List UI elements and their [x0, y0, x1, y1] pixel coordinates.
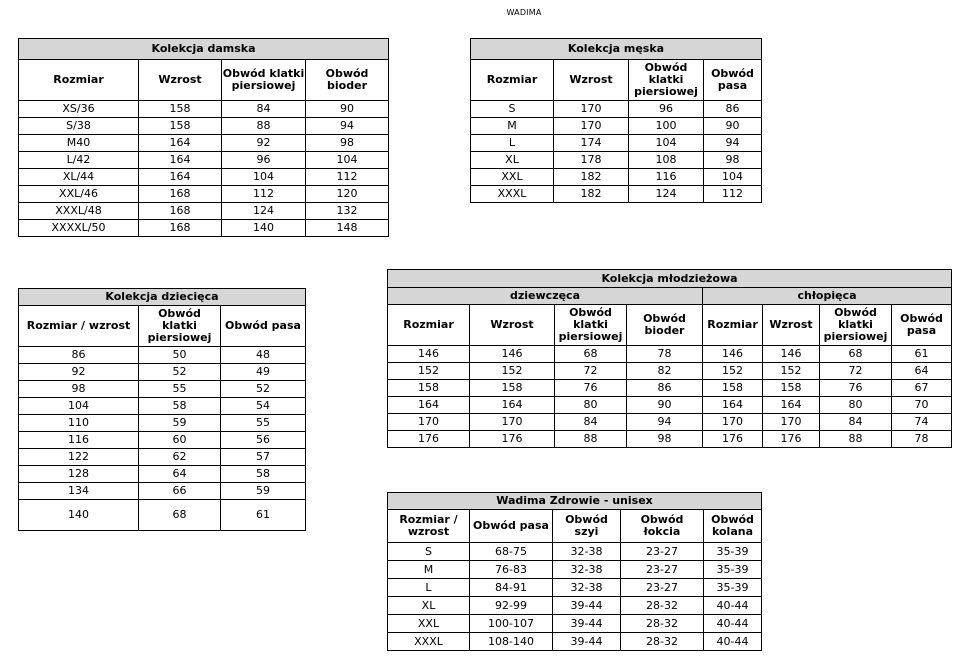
table-cell: 64	[892, 363, 952, 380]
table-title: Kolekcja męska	[471, 39, 762, 60]
table-row	[388, 380, 952, 397]
table-cell: 55	[221, 415, 306, 432]
table-cell: 158	[139, 118, 222, 135]
column-header: Rozmiar	[19, 60, 139, 101]
table-cell: 90	[704, 118, 762, 135]
table-cell: 40-44	[704, 633, 762, 651]
table-cell: 176	[470, 431, 555, 448]
table-row	[388, 561, 762, 579]
table-row	[388, 346, 952, 363]
table-cell: 23-27	[621, 561, 704, 579]
table-cell: S	[471, 101, 554, 118]
table-cell: 66	[139, 483, 221, 500]
table-cell: 182	[554, 186, 629, 203]
table-cell: 170	[388, 414, 470, 431]
brand-name: WADIMA	[506, 8, 542, 17]
table-cell: XXL	[471, 169, 554, 186]
table-cell: 35-39	[704, 543, 762, 561]
table-cell: 100-107	[470, 615, 553, 633]
table-cell: 152	[703, 363, 763, 380]
table-cell: 158	[763, 380, 820, 397]
table-row	[19, 169, 389, 186]
table-meska	[470, 38, 762, 203]
table-cell: 23-27	[621, 579, 704, 597]
column-header: Rozmiar	[471, 60, 554, 101]
table-cell: XS/36	[19, 101, 139, 118]
table-cell: 158	[703, 380, 763, 397]
table-cell: 122	[19, 449, 139, 466]
group-header-girls: dziewczęca	[388, 288, 703, 305]
table-cell: 170	[763, 414, 820, 431]
table-row	[471, 135, 762, 152]
column-header: Obwód szyi	[553, 510, 621, 543]
table-cell: 86	[19, 347, 139, 364]
table-cell: 164	[139, 169, 222, 186]
table-damska	[18, 38, 389, 237]
table-cell: 57	[221, 449, 306, 466]
table-cell: 140	[222, 220, 306, 237]
table-row	[19, 152, 389, 169]
column-header: Wzrost	[763, 305, 820, 346]
table-cell: XXL	[388, 615, 470, 633]
table-cell: 61	[221, 500, 306, 531]
table-cell: 76	[555, 380, 627, 397]
table-row	[388, 397, 952, 414]
table-row	[388, 615, 762, 633]
column-header: Wzrost	[139, 60, 222, 101]
table-cell: 64	[139, 466, 221, 483]
table-cell: 88	[555, 431, 627, 448]
table-title: Kolekcja młodzieżowa	[388, 270, 952, 288]
table-cell: 146	[470, 346, 555, 363]
table-body	[388, 543, 762, 651]
table-dziecieca	[18, 288, 306, 531]
table-cell: 108	[629, 152, 704, 169]
table-cell: 104	[222, 169, 306, 186]
table-cell: 146	[703, 346, 763, 363]
table-cell: 176	[763, 431, 820, 448]
table-cell: 80	[820, 397, 892, 414]
table-cell: XL	[471, 152, 554, 169]
table-cell: L/42	[19, 152, 139, 169]
table-cell: S/38	[19, 118, 139, 135]
table-cell: 88	[222, 118, 306, 135]
table-row	[471, 152, 762, 169]
table-cell: 104	[704, 169, 762, 186]
table-cell: 28-32	[621, 633, 704, 651]
table-cell: 67	[892, 380, 952, 397]
column-header: Rozmiar / wzrost	[388, 510, 470, 543]
column-header: Rozmiar	[388, 305, 470, 346]
table-cell: 84-91	[470, 579, 553, 597]
table-cell: XXXL	[471, 186, 554, 203]
table-title: Wadima Zdrowie - unisex	[388, 493, 762, 510]
table-cell: S	[388, 543, 470, 561]
table-row	[19, 483, 306, 500]
table-body	[388, 346, 952, 448]
table-row	[388, 579, 762, 597]
table-cell: 164	[703, 397, 763, 414]
table-row	[471, 186, 762, 203]
table-cell: 158	[139, 101, 222, 118]
table-cell: 94	[627, 414, 703, 431]
table-cell: 52	[139, 364, 221, 381]
table-cell: 96	[629, 101, 704, 118]
table-cell: 28-32	[621, 597, 704, 615]
column-header: Obwód pasa	[704, 60, 762, 101]
table-cell: 50	[139, 347, 221, 364]
table-cell: 98	[704, 152, 762, 169]
table-cell: 90	[627, 397, 703, 414]
table-cell: 68	[139, 500, 221, 531]
table-cell: 104	[629, 135, 704, 152]
table-row	[388, 363, 952, 380]
table-cell: 92	[19, 364, 139, 381]
table-cell: 94	[306, 118, 389, 135]
table-cell: 32-38	[553, 579, 621, 597]
table-cell: 116	[19, 432, 139, 449]
table-cell: XXXL	[388, 633, 470, 651]
table-cell: 82	[627, 363, 703, 380]
column-header: Obwód bioder	[627, 305, 703, 346]
table-cell: 134	[19, 483, 139, 500]
table-cell: 59	[221, 483, 306, 500]
table-cell: 176	[388, 431, 470, 448]
table-cell: 32-38	[553, 561, 621, 579]
table-cell: M40	[19, 135, 139, 152]
table-row	[19, 101, 389, 118]
table-cell: 164	[388, 397, 470, 414]
table-cell: 164	[470, 397, 555, 414]
table-cell: 100	[629, 118, 704, 135]
table-cell: 112	[222, 186, 306, 203]
table-body	[19, 347, 306, 531]
table-cell: 58	[221, 466, 306, 483]
table-cell: 84	[222, 101, 306, 118]
table-cell: 72	[820, 363, 892, 380]
table-cell: 112	[704, 186, 762, 203]
table-cell: 56	[221, 432, 306, 449]
table-cell: 132	[306, 203, 389, 220]
table-cell: 61	[892, 346, 952, 363]
table-cell: 146	[763, 346, 820, 363]
table-cell: 158	[388, 380, 470, 397]
column-header: Obwód pasa	[221, 306, 306, 347]
column-header: Obwód pasa	[470, 510, 553, 543]
table-cell: 116	[629, 169, 704, 186]
table-cell: 74	[892, 414, 952, 431]
table-body	[19, 101, 389, 237]
table-cell: 174	[554, 135, 629, 152]
table-cell: 86	[704, 101, 762, 118]
table-cell: 164	[139, 135, 222, 152]
table-cell: 32-38	[553, 543, 621, 561]
table-cell: 158	[470, 380, 555, 397]
column-header: Obwód klatki piersiowej	[820, 305, 892, 346]
table-cell: 94	[704, 135, 762, 152]
table-cell: 152	[470, 363, 555, 380]
table-cell: 86	[627, 380, 703, 397]
table-cell: 92-99	[470, 597, 553, 615]
table-cell: 39-44	[553, 597, 621, 615]
table-cell: 88	[820, 431, 892, 448]
table-cell: XL/44	[19, 169, 139, 186]
table-cell: 178	[554, 152, 629, 169]
column-header: Rozmiar / wzrost	[19, 306, 139, 347]
table-row	[471, 101, 762, 118]
table-cell: 76	[820, 380, 892, 397]
table-cell: 170	[703, 414, 763, 431]
table-cell: 84	[820, 414, 892, 431]
table-row	[471, 169, 762, 186]
table-cell: 84	[555, 414, 627, 431]
table-row	[19, 500, 306, 531]
table-cell: 176	[703, 431, 763, 448]
table-cell: L	[471, 135, 554, 152]
table-cell: 146	[388, 346, 470, 363]
table-row	[19, 364, 306, 381]
table-row	[388, 597, 762, 615]
table-cell: 110	[19, 415, 139, 432]
table-cell: XL	[388, 597, 470, 615]
table-cell: 182	[554, 169, 629, 186]
table-cell: 148	[306, 220, 389, 237]
column-header: Obwód klatki piersiowej	[629, 60, 704, 101]
table-cell: 68	[820, 346, 892, 363]
table-cell: 28-32	[621, 615, 704, 633]
table-cell: M	[471, 118, 554, 135]
table-cell: 108-140	[470, 633, 553, 651]
table-cell: 140	[19, 500, 139, 531]
table-cell: 52	[221, 381, 306, 398]
table-row	[388, 633, 762, 651]
table-cell: 120	[306, 186, 389, 203]
table-cell: 170	[554, 118, 629, 135]
table-title: Kolekcja dziecięca	[19, 289, 306, 306]
table-row	[19, 118, 389, 135]
table-cell: 35-39	[704, 561, 762, 579]
table-cell: 168	[139, 220, 222, 237]
table-cell: 104	[306, 152, 389, 169]
table-cell: 62	[139, 449, 221, 466]
table-cell: 59	[139, 415, 221, 432]
table-row	[19, 186, 389, 203]
table-cell: 70	[892, 397, 952, 414]
table-row	[19, 449, 306, 466]
column-header: Wzrost	[554, 60, 629, 101]
table-row	[388, 414, 952, 431]
column-header: Obwód pasa	[892, 305, 952, 346]
table-cell: 170	[554, 101, 629, 118]
table-cell: 40-44	[704, 615, 762, 633]
table-cell: 35-39	[704, 579, 762, 597]
column-header: Obwód kolana	[704, 510, 762, 543]
table-cell: 98	[627, 431, 703, 448]
table-cell: L	[388, 579, 470, 597]
table-cell: M	[388, 561, 470, 579]
table-cell: 124	[222, 203, 306, 220]
table-cell: 90	[306, 101, 389, 118]
table-cell: 164	[763, 397, 820, 414]
table-cell: 128	[19, 466, 139, 483]
table-cell: 60	[139, 432, 221, 449]
table-cell: 170	[470, 414, 555, 431]
table-row	[19, 432, 306, 449]
table-row	[19, 381, 306, 398]
table-cell: 40-44	[704, 597, 762, 615]
table-cell: 72	[555, 363, 627, 380]
table-cell: 168	[139, 186, 222, 203]
table-cell: 98	[19, 381, 139, 398]
table-cell: 92	[222, 135, 306, 152]
table-body	[471, 101, 762, 203]
table-cell: 68	[555, 346, 627, 363]
table-row	[19, 415, 306, 432]
table-cell: 112	[306, 169, 389, 186]
table-cell: 152	[388, 363, 470, 380]
column-header: Obwód łokcia	[621, 510, 704, 543]
table-cell: 58	[139, 398, 221, 415]
table-row	[19, 135, 389, 152]
table-row	[388, 543, 762, 561]
table-title: Kolekcja damska	[19, 39, 389, 60]
table-cell: 78	[627, 346, 703, 363]
table-cell: 152	[763, 363, 820, 380]
table-cell: XXL/46	[19, 186, 139, 203]
table-cell: 48	[221, 347, 306, 364]
table-cell: 96	[222, 152, 306, 169]
column-header: Obwód klatki piersiowej	[555, 305, 627, 346]
table-cell: 78	[892, 431, 952, 448]
table-cell: 124	[629, 186, 704, 203]
table-row	[19, 203, 389, 220]
group-header-boys: chłopięca	[703, 288, 952, 305]
column-header: Obwód klatki piersiowej	[139, 306, 221, 347]
table-cell: XXXXL/50	[19, 220, 139, 237]
table-cell: 76-83	[470, 561, 553, 579]
table-cell: 39-44	[553, 615, 621, 633]
table-row	[19, 398, 306, 415]
column-header: Wzrost	[470, 305, 555, 346]
table-unisex	[387, 492, 762, 651]
table-cell: 39-44	[553, 633, 621, 651]
table-row	[471, 118, 762, 135]
table-cell: 23-27	[621, 543, 704, 561]
table-row	[19, 220, 389, 237]
table-mlodziezowa	[387, 269, 952, 448]
column-header: Obwód bioder	[306, 60, 389, 101]
table-cell: 80	[555, 397, 627, 414]
table-cell: XXXL/48	[19, 203, 139, 220]
table-cell: 68-75	[470, 543, 553, 561]
table-cell: 98	[306, 135, 389, 152]
table-cell: 168	[139, 203, 222, 220]
table-cell: 49	[221, 364, 306, 381]
column-header: Rozmiar	[703, 305, 763, 346]
table-cell: 55	[139, 381, 221, 398]
column-header: Obwód klatki piersiowej	[222, 60, 306, 101]
table-cell: 104	[19, 398, 139, 415]
table-row	[388, 431, 952, 448]
table-row	[19, 347, 306, 364]
table-cell: 164	[139, 152, 222, 169]
table-cell: 54	[221, 398, 306, 415]
table-row	[19, 466, 306, 483]
